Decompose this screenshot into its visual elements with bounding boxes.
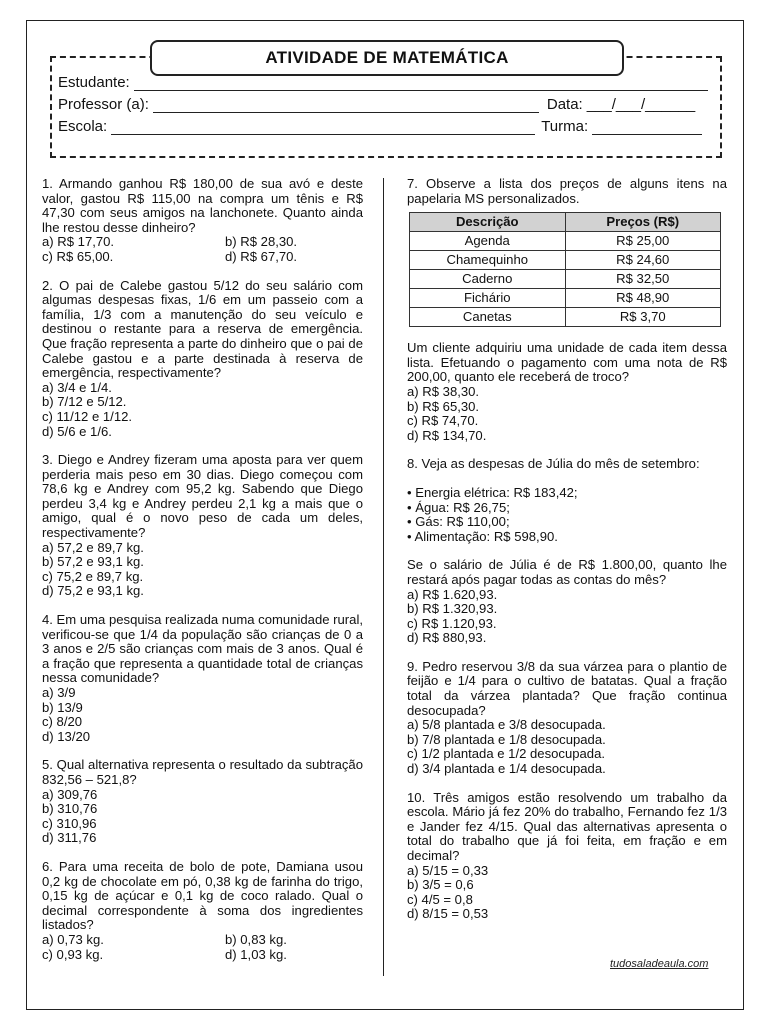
option-a[interactable]: a) R$ 17,70.: [42, 234, 115, 250]
option-d[interactable]: d) 5/6 e 1/6.: [42, 423, 112, 439]
page-title: ATIVIDADE DE MATEMÁTICA: [150, 40, 624, 76]
question-text: 3. Diego e Andrey fizeram uma aposta para ver quem perderia mais peso em 30 dias. Diego começou com 78,6 kg e Andrey com 95,2 kg. Sabendo que Diego perdeu 3,4 kg e Andrey perdeu 2,1 kg a mais que o amigo, qual é o novo peso de cada um deles, respectivamente?: [42, 452, 363, 541]
question-5: [42, 758, 363, 846]
option-a[interactable]: a) 309,76: [42, 786, 98, 802]
teacher-field: [58, 96, 695, 113]
student-input-line[interactable]: [134, 76, 708, 91]
question-text: 10. Três amigos estão resolvendo um trabalho da escola. Mário já fez 20% do trabalho, Fernando fez 1/3 e Jander fez 4/15. Qual das alternativas apresenta o total do trabalho que já foi feita, em fração e em decimal?: [407, 789, 727, 863]
option-a[interactable]: a) 5/15 = 0,33: [407, 862, 489, 878]
option-b[interactable]: b) 57,2 e 93,1 kg.: [42, 554, 144, 570]
item-name: Chamequinho: [410, 251, 566, 270]
item-name: Fichário: [410, 289, 566, 308]
class-input-line[interactable]: [592, 120, 702, 135]
option-a[interactable]: a) 3/9: [42, 685, 76, 700]
item-price: R$ 25,00: [565, 232, 721, 251]
option-c[interactable]: c) 11/12 e 1/12.: [42, 408, 133, 424]
item-price: R$ 3,70: [565, 308, 721, 327]
table-row: [410, 232, 721, 251]
question-text: 2. O pai de Calebe gastou 5/12 do seu salário com algumas despesas fixas, 1/6 em um passeio com a família, 1/3 com a manutenção do seu veículo e destinou o restante para a reserva de emergência. Que fração representa a parte do dinheiro que o pai de Calebe gastou e a parte destinada à reserva de emergência, respectivamente?: [42, 277, 363, 381]
option-b[interactable]: b) 0,83 kg.: [225, 931, 287, 947]
option-d[interactable]: d) 3/4 plantada e 1/4 desocupada.: [407, 761, 606, 777]
question-text: 7. Observe a lista dos preços de alguns itens na papelaria MS personalizados.: [407, 176, 727, 206]
question-text: 4. Em uma pesquisa realizada numa comunidade rural, verificou-se que 1/4 da população são crianças de 0 a 3 anos e 2/5 são crianças com mais de 3 anos. Qual é a fração que representa a quantidade total de crianças nessa comunidade?: [42, 612, 363, 686]
question-text: 6. Para uma receita de bolo de pote, Damiana usou 0,2 kg de chocolate em pó, 0,38 kg de farinha do trigo, 0,15 kg de açúcar e 0,1 kg de coco ralado. Qual o decimal correspondente à soma dos ingredientes listados?: [42, 858, 363, 933]
option-c[interactable]: c) 8/20: [42, 714, 83, 730]
option-c[interactable]: c) 310,96: [42, 815, 97, 831]
question-text: 8. Veja as despesas de Júlia do mês de setembro:: [407, 456, 700, 472]
item-price: R$ 24,60: [565, 251, 721, 270]
question-text: 1. Armando ganhou R$ 180,00 de sua avó e deste valor, gastou R$ 115,00 na compra um tênis e R$ 47,30 com seus amigos na lanchonete. Quanto ainda lhe restou desse dinheiro?: [42, 176, 363, 235]
table-row: [410, 270, 721, 289]
question-4: [42, 613, 363, 744]
column-divider: [383, 178, 384, 976]
option-c[interactable]: c) R$ 74,70.: [407, 413, 479, 429]
table-header-row: [410, 213, 721, 232]
options: [42, 235, 363, 264]
school-input-line[interactable]: [111, 120, 535, 135]
question-followup: Se o salário de Júlia é de R$ 1.800,00, quanto lhe restará após pagar todas as contas do mês?: [407, 557, 727, 587]
class-label: Turma:: [541, 118, 589, 135]
option-b[interactable]: b) R$ 28,30.: [225, 234, 298, 250]
teacher-input-line[interactable]: [153, 98, 539, 113]
option-b[interactable]: b) 3/5 = 0,6: [407, 877, 474, 893]
option-d[interactable]: d) 75,2 e 93,1 kg.: [42, 583, 144, 599]
item-price: R$ 48,90: [565, 289, 721, 308]
option-a[interactable]: a) 0,73 kg.: [42, 931, 104, 947]
option-c[interactable]: c) R$ 65,00.: [42, 248, 114, 264]
option-b[interactable]: b) 13/9: [42, 699, 83, 715]
question-followup: Um cliente adquiriu uma unidade de cada item dessa lista. Efetuando o pagamento com uma nota de R$ 200,00, quanto ele receberá de troco?: [407, 340, 727, 385]
option-a[interactable]: a) 3/4 e 1/4.: [42, 379, 112, 395]
question-10: [407, 791, 727, 922]
question-7: [407, 177, 727, 443]
school-field: [58, 118, 702, 135]
option-d[interactable]: d) R$ 880,93.: [407, 630, 487, 646]
question-text: 5. Qual alternativa representa o resultado da subtração 832,56 – 521,8?: [42, 757, 363, 787]
option-a[interactable]: a) 5/8 plantada e 3/8 desocupada.: [407, 717, 606, 733]
item-name: Caderno: [410, 270, 566, 289]
option-d[interactable]: d) 1,03 kg.: [225, 946, 287, 962]
date-label: Data:: [546, 96, 583, 113]
item-price: R$ 32,50: [565, 270, 721, 289]
price-table: [409, 212, 721, 327]
question-1: [42, 177, 363, 265]
option-c[interactable]: c) 4/5 = 0,8: [407, 891, 473, 907]
expense-item: • Água: R$ 26,75;: [407, 499, 510, 515]
table-row: [410, 251, 721, 270]
column-header-description: Descrição: [410, 213, 566, 232]
option-a[interactable]: a) R$ 1.620,93.: [407, 586, 498, 602]
question-6: [42, 860, 363, 962]
option-a[interactable]: a) 57,2 e 89,7 kg.: [42, 539, 144, 555]
table-row: [410, 289, 721, 308]
item-name: Agenda: [410, 232, 566, 251]
option-c[interactable]: c) 0,93 kg.: [42, 946, 104, 962]
option-a[interactable]: a) R$ 38,30.: [407, 383, 480, 399]
option-c[interactable]: c) 75,2 e 89,7 kg.: [42, 568, 144, 584]
option-c[interactable]: c) 1/2 plantada e 1/2 desocupada.: [407, 746, 606, 762]
option-c[interactable]: c) R$ 1.120,93.: [407, 615, 497, 631]
expense-item: • Gás: R$ 110,00;: [407, 514, 510, 530]
source-link[interactable]: tudosaladeaula.com: [610, 958, 709, 970]
option-d[interactable]: d) R$ 67,70.: [225, 248, 298, 264]
table-row: [410, 308, 721, 327]
option-d[interactable]: d) 8/15 = 0,53: [407, 906, 489, 922]
left-column: [42, 177, 363, 976]
question-8: [407, 457, 727, 646]
question-9: [407, 660, 727, 777]
option-d[interactable]: d) 13/20: [42, 728, 91, 744]
item-name: Canetas: [410, 308, 566, 327]
question-3: [42, 453, 363, 599]
date-blank[interactable]: ___/___/______: [586, 96, 696, 113]
option-b[interactable]: b) R$ 65,30.: [407, 398, 480, 414]
option-b[interactable]: b) 310,76: [42, 801, 98, 817]
options: [42, 933, 363, 962]
expense-item: • Energia elétrica: R$ 183,42;: [407, 484, 578, 500]
expense-item: • Alimentação: R$ 598,90.: [407, 528, 558, 544]
option-d[interactable]: d) 311,76: [42, 830, 97, 846]
student-label: Estudante:: [58, 74, 130, 91]
teacher-label: Professor (a):: [58, 96, 149, 113]
right-column: [407, 177, 727, 936]
option-b[interactable]: b) 7/8 plantada e 1/8 desocupada.: [407, 731, 606, 747]
option-b[interactable]: b) R$ 1.320,93.: [407, 601, 498, 617]
school-label: Escola:: [58, 118, 108, 135]
student-field: [58, 74, 708, 91]
question-text: 9. Pedro reservou 3/8 da sua várzea para o plantio de feijão e 1/4 para o cultivo de batatas. Qual a fração total da várzea plantada? Que fração continua desocupada?: [407, 658, 727, 718]
option-b[interactable]: b) 7/12 e 5/12.: [42, 394, 127, 410]
option-d[interactable]: d) R$ 134,70.: [407, 427, 487, 443]
column-header-price: Preços (R$): [565, 213, 721, 232]
question-2: [42, 279, 363, 440]
